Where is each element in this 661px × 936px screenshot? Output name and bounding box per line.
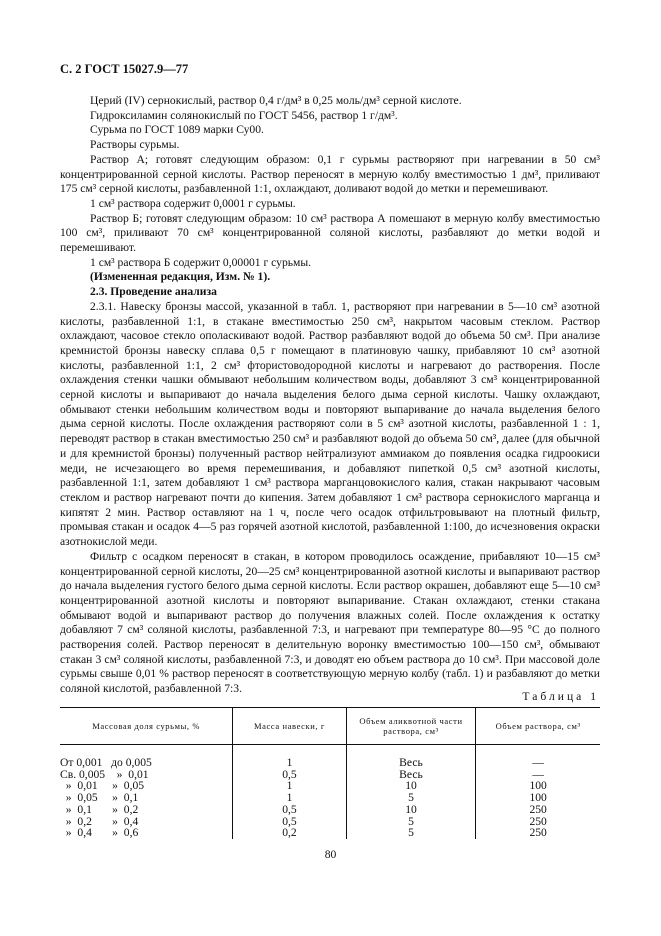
table-cell: 10 <box>346 780 476 792</box>
table-caption: Таблица 1 <box>522 690 599 703</box>
table-cell: 250 <box>476 816 600 828</box>
table-row <box>60 745 600 769</box>
paragraph: Сурьма по ГОСТ 1089 марки Су00. <box>90 123 264 137</box>
table-cell: Св. 0,005 » 0,01 <box>60 767 149 781</box>
table-cell: » 0,1 » 0,2 <box>60 802 139 816</box>
table-body <box>60 745 600 839</box>
table-cell: 1 <box>233 745 346 769</box>
table-cell: 1 <box>233 792 346 804</box>
table-cell: 0,5 <box>233 769 346 781</box>
section-heading: 2.3. Проведение анализа <box>90 285 217 299</box>
table-cell: 0,5 <box>233 804 346 816</box>
paragraph: Гидроксиламин солянокислый по ГОСТ 5456, раствор 1 г/дм³. <box>90 108 398 122</box>
table-header-cell: Массовая доля сурьмы, % <box>60 708 233 745</box>
table-cell: 100 <box>476 780 600 792</box>
paragraph: Церий (IV) сернокислый, раствор 0,4 г/дм³ в 0,25 моль/дм³ серной кислоте. <box>90 94 462 107</box>
table-cell: Весь <box>346 769 476 781</box>
table-cell: » 0,2 » 0,4 <box>60 814 139 828</box>
table-cell: 100 <box>476 792 600 804</box>
table-cell: 10 <box>346 804 476 816</box>
page-number: 80 <box>324 848 337 861</box>
paragraph: Раствор Б; готовят следующим образом: 10 см³ раствора А помешают в мерную колбу вместимостью 100 см³, приливают 70 см³ концентрированной соляной кислоты, разбавляют до метки водой и перемешивают. <box>60 211 600 255</box>
paragraph: 2.3.1. Навеску бронзы массой, указанной в табл. 1, растворяют при нагревании в 5—10 см³ азотной кислоты, разбавленной 1:1, в стакане вместимостью 250 см³, накрытом часовым стеклом. Раствор охлаждают, часовое стекло ополаскивают водой. Раствор разбавляют водой до объема 50 см³. При анализе кремнистой бронзы навеску сплава 0,5 г помещают в платиновую чашку, прибавляют 10 см³ азотной кислоты, разбавленной 1:1, 2 см³ фтористоводородной кислоты и нагревают до растворения. После охлаждения стенки чашки обмывают небольшим количеством воды, добавляют 3 см³ концентрированной серной кислоты и выпаривают до начала выделения белого дыма серной кислоты. Чашку охлаждают, обмывают стенки небольшим количеством воды и повторяют выпаривание до начала выделения белого дыма серной кислоты. После охлаждения растворяют соли в 5 см³ азотной кислоты, разбавленной 1 : 1, переводят раствор в стакан вместимостью 250 см³ и разбавляют водой до объема 50 см³, далее (для обычной и для кремнистой бронзы) полученный раствор нейтрализуют аммиаком до появления осадка гидроокиси меди, не исчезающего во время перемешивания, и добавляют пипеткой 0,5 см³ азотной кислоты, разбавленной 1:1, затем добавляют 1 см³ раствора марганцовокислого калия, стакан накрывают часовым стеклом и раствор нагревают почти до кипения. Затем добавляют 1 см³ раствора сернокислого марганца и кипятят 2 мин. Раствор оставляют на 1 ч, после чего осадок отфильтровывают на плотный фильтр, промывая стакан и осадок 4—5 раз горячей азотной кислотой, разбавленной 1:100, до исчезновения окраски азотнокислой меди. <box>60 299 600 549</box>
table-header-cell: Объем раствора, см³ <box>476 708 600 745</box>
table-cell: Весь <box>346 745 476 769</box>
table-header-row <box>60 708 600 745</box>
table-cell: 0,5 <box>233 816 346 828</box>
table-row <box>60 816 600 828</box>
table-cell: 5 <box>346 792 476 804</box>
table-cell: — <box>476 769 600 781</box>
table-cell: 250 <box>476 804 600 816</box>
table-1 <box>60 707 600 839</box>
table-row <box>60 827 600 839</box>
body-text <box>60 94 600 697</box>
table-header-cell: Объем аликвотной части раствора, см³ <box>346 708 476 745</box>
table-cell: » 0,01 » 0,05 <box>60 779 145 793</box>
paragraph: 1 см³ раствора содержит 0,0001 г сурьмы. <box>90 196 296 210</box>
table-cell: 250 <box>476 827 600 839</box>
table-cell: » 0,05 » 0,1 <box>60 791 139 805</box>
table-cell: — <box>476 745 600 769</box>
table-cell: 1 <box>233 780 346 792</box>
table-cell: » 0,4 » 0,6 <box>60 826 139 840</box>
table-cell: 5 <box>346 827 476 839</box>
table-cell: 5 <box>346 816 476 828</box>
page-header: С. 2 ГОСТ 15027.9—77 <box>60 62 189 76</box>
table-row <box>60 780 600 792</box>
table-row <box>60 792 600 804</box>
table-header-cell: Масса навески, г <box>233 708 346 745</box>
table-cell: 0,2 <box>233 827 346 839</box>
paragraph: Раствор А; готовят следующим образом: 0,1 г сурьмы растворяют при нагревании в 50 см³ концентрированной серной кислоты. Раствор переносят в мерную колбу вместимостью 1 дм³, приливают 175 см³ серной кислоты, разбавленной 1:1, охлаждают, доливают водой до метки и перемешивают. <box>60 152 600 196</box>
paragraph: Растворы сурьмы. <box>90 138 180 152</box>
paragraph: 1 см³ раствора Б содержит 0,00001 г сурьмы. <box>90 255 312 269</box>
section-heading: (Измененная редакция, Изм. № 1). <box>90 270 271 284</box>
table-row <box>60 804 600 816</box>
paragraph: Фильтр с осадком переносят в стакан, в котором проводилось осаждение, прибавляют 10—15 см³ концентрированной серной кислоты, 20—25 см³ концентрированной азотной кислоты и выпаривают раствор до начала выделения густого белого дыма серной кислоты. Если раствор окрашен, добавляют еще 5—10 см³ концентрированной азотной кислоты и повторяют выпаривание. Стакан охлаждают, стенки стакана обмывают водой и выпаривают раствор до получения влажных солей. После охлаждения к остатку добавляют 7 см³ соляной кислоты, разбавленной 7:3, и нагревают при температуре 80—95 °С до полного растворения солей. Раствор переносят в делительную воронку вместимостью 100—150 см³, обмывают стакан 3 см³ соляной кислоты, разбавленной 7:3, и доводят ею объем раствора до 10 см³. При массовой доле сурьмы свыше 0,01 % раствор переносят в соответствующую мерную колбу (табл. 1) и разбавляют до метки соляной кислотой, разбавленной 7:3. <box>60 549 600 696</box>
table-cell: От 0,001 до 0,005 <box>60 756 152 769</box>
